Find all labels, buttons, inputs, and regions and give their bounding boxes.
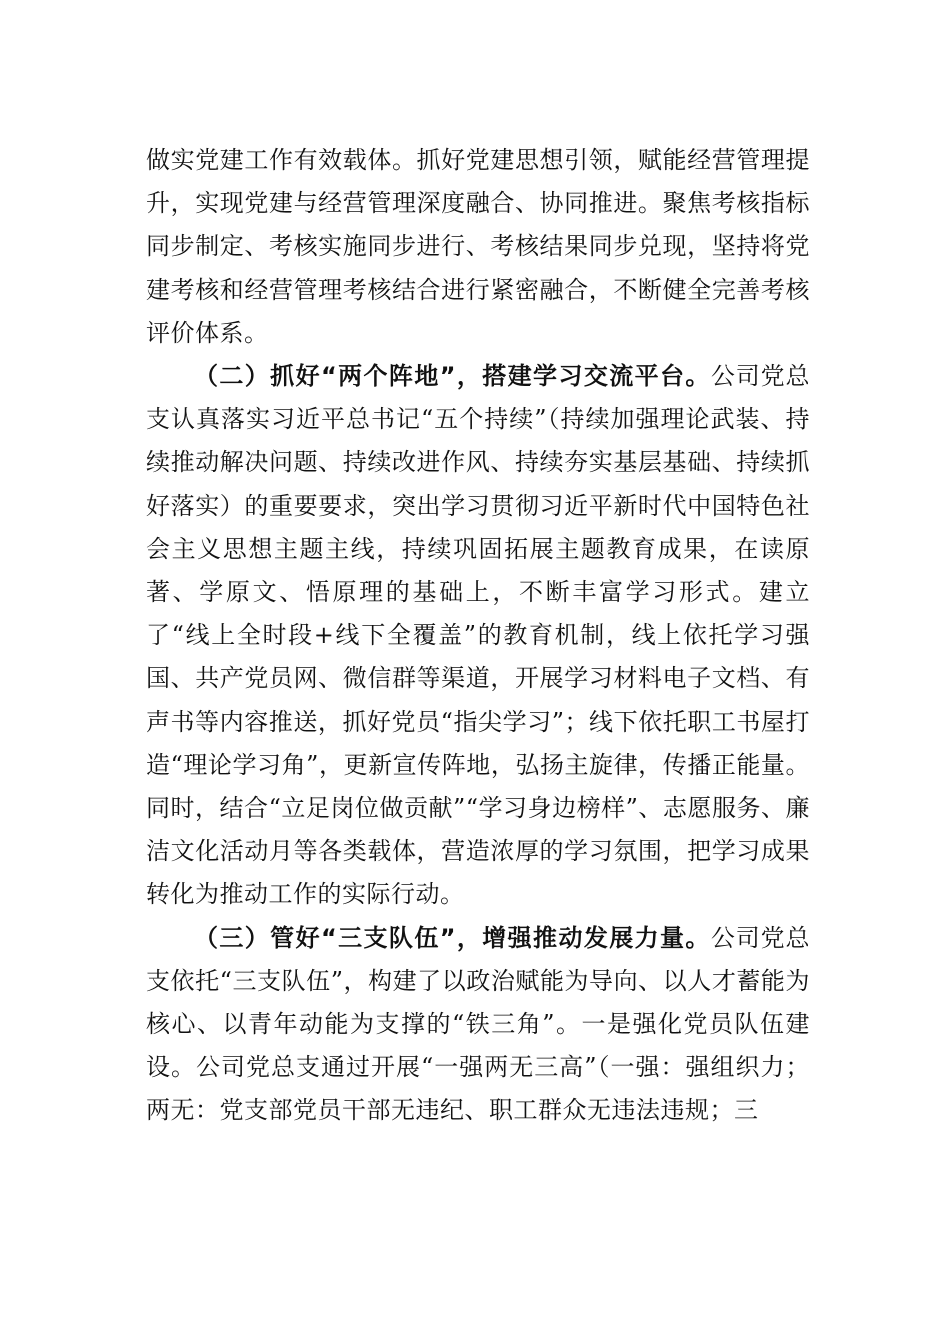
paragraph-1-text: 做实党建工作有效载体。抓好党建思想引领，赋能经营管理提升，实现党建与经营管理深度融合、协同推进。聚焦考核指标同步制定、考核实施同步进行、考核结果同步兑现，坚持将党建考核和经营管理考核结合进行紧密融合，不断健全完善考核评价体系。 — [146, 146, 810, 347]
paragraph-section-3 — [146, 917, 810, 1133]
section-3-heading: （三）管好“三支队伍”，增强推动发展力量。 — [194, 923, 711, 952]
paragraph-section-2 — [146, 355, 810, 917]
paragraph-continuation — [146, 139, 810, 355]
paragraph-2-text: 公司党总支认真落实习近平总书记“五个持续”（持续加强理论武装、持续推动解决问题、持续改进作风、持续夯实基层基础、持续抓好落实）的重要要求，突出学习贯彻习近平新时代中国特色社会主义思想主题主线，持续巩固拓展主题教育成果，在读原著、学原文、悟原理的基础上，不断丰富学习形式。建立了“线上全时段+线下全覆盖”的教育机制，线上依托学习强国、共产党员网、微信群等渠道，开展学习材料电子文档、有声书等内容推送，抓好党员“指尖学习”；线下依托职工书屋打造“理论学习角”，更新宣传阵地，弘扬主旋律，传播正能量。同时，结合“立足岗位做贡献”“学习身边榜样”、志愿服务、廉洁文化活动月等各类载体，营造浓厚的学习氛围，把学习成果转化为推动工作的实际行动。 — [146, 362, 811, 909]
section-2-heading: （二）抓好“两个阵地”，搭建学习交流平台。 — [194, 362, 711, 391]
paragraph-3-text: 公司党总支依托“三支队伍”，构建了以政治赋能为导向、以人才蓄能为核心、以青年动能为支撑的“铁三角”。一是强化党员队伍建设。公司党总支通过开展“一强两无三高”（一强：强组织力；两无：党支部党员干部无违纪、职工群众无违法违规；三 — [146, 923, 811, 1125]
document-body — [146, 139, 810, 1133]
